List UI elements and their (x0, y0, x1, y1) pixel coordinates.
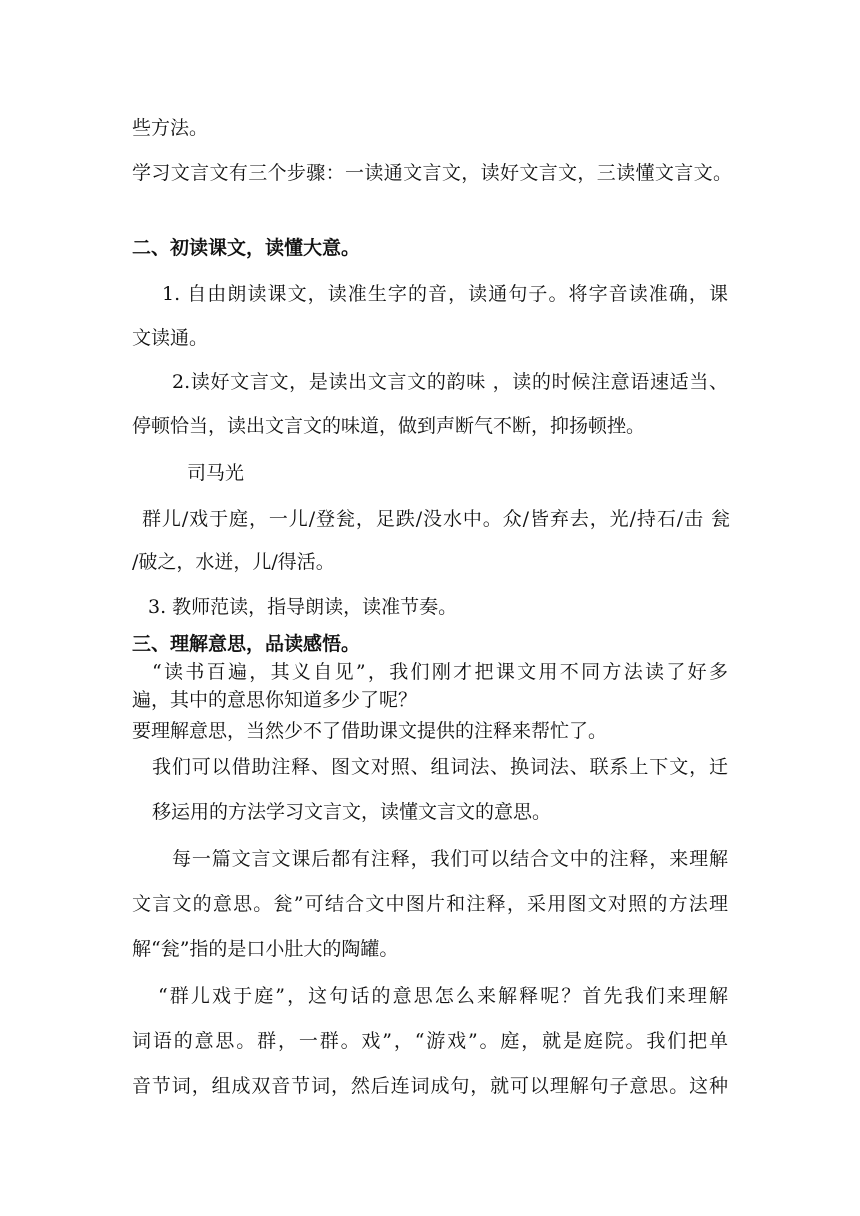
text-line: 我们可以借助注释、图文对照、组词法、换词法、联系上下文，迁 (152, 756, 728, 778)
author-name: 司马光 (187, 462, 245, 484)
classical-text-line: 群儿/戏于庭，一儿/登瓮，足跌/没水中。众/皆弃去，光/持石/击 瓮 (142, 508, 730, 530)
text-line: 文言文的意思。瓮”可结合文中图片和注释，采用图文对照的方法理 (132, 893, 728, 915)
classical-text-line: /破之，水迸，儿/得活。 (132, 551, 335, 573)
text-line: 停顿恰当，读出文言文的味道，做到声断气不断，抑扬顿挫。 (132, 415, 646, 437)
text-line: 3. 教师范读，指导朗读，读准节奏。 (148, 596, 458, 618)
text-line: 词语的意思。群，一群。戏”，“游戏”。庭，就是庭院。我们把单 (132, 1030, 728, 1052)
text-line: 音节词，组成双音节词，然后连词成句，就可以理解句子意思。这种 (132, 1075, 728, 1097)
text-line: 些方法。 (132, 117, 209, 139)
text-line: 移运用的方法学习文言文，读懂文言文的意思。 (152, 801, 552, 823)
section-heading-2: 二、初读课文，读懂大意。 (132, 237, 361, 259)
text-line: 每一篇文言文课后都有注释，我们可以结合文中的注释，来理解 (172, 848, 728, 870)
text-line: 遍，其中的意思你知道多少了呢？ (132, 689, 418, 711)
text-line: 1. 自由朗读课文，读准生字的音，读通句子。将字音读准确，课 (162, 283, 728, 305)
text-line: 解“瓮”指的是口小肚大的陶罐。 (132, 938, 399, 960)
text-line: 学习文言文有三个步骤：一读通文言文，读好文言文，三读懂文言文。 (132, 162, 732, 184)
text-line: “群儿戏于庭”，这句话的意思怎么来解释呢？首先我们来理解 (158, 985, 728, 1007)
text-line: 文读通。 (132, 327, 209, 349)
text-line: 2.读好文言文，是读出文言文的韵味 ，读的时候注意语速适当、 (172, 371, 728, 393)
text-line: 要理解意思，当然少不了借助课文提供的注释来帮忙了。 (132, 720, 608, 742)
section-heading-3: 三、理解意思，品读感悟。 (132, 633, 361, 655)
text-line: “读书百遍，其义自见”，我们刚才把课文用不同方法读了好多 (152, 661, 728, 683)
